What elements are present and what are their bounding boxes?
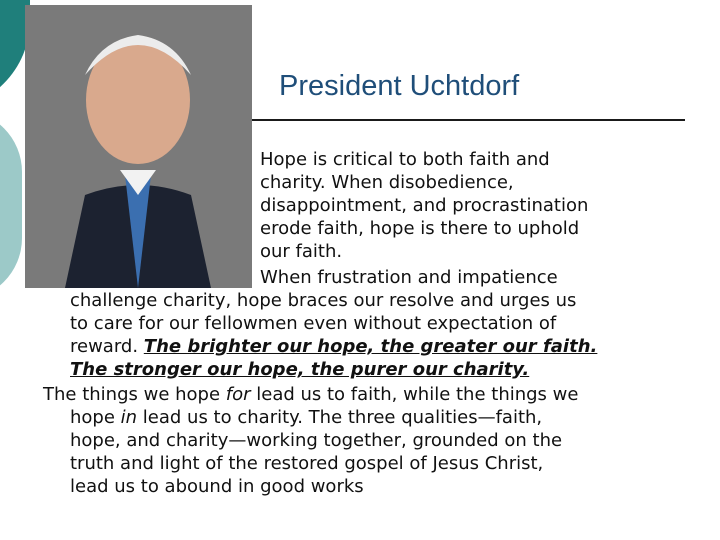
- body-line-emphasis: [70, 358, 529, 381]
- slide-title: President Uchtdorf: [279, 70, 520, 102]
- para2-for: for: [225, 384, 251, 405]
- para2-text-c: hope: [70, 407, 121, 428]
- body-line: erode faith, hope is there to uphold: [260, 218, 580, 239]
- para2-line-1: [43, 383, 578, 406]
- body-line: charity. When disobedience,: [260, 172, 514, 193]
- para2-line: truth and light of the restored gospel of Jesus Christ,: [70, 453, 544, 474]
- body-line: Hope is critical to both faith and: [260, 149, 550, 170]
- emphasis-faith: The brighter our hope, the greater our faith.: [143, 336, 598, 357]
- para2-in: in: [120, 407, 138, 428]
- para2-text-a: The things we hope: [43, 384, 226, 405]
- title-divider: [252, 119, 685, 121]
- para2-line: lead us to abound in good works: [70, 476, 364, 497]
- body-line: challenge charity, hope braces our resolve and urges us: [70, 290, 577, 311]
- para2-text-b: lead us to faith, while the things we: [250, 384, 579, 405]
- body-line: When frustration and impatience: [260, 267, 558, 288]
- para2-text-d: lead us to charity. The three qualities—faith,: [137, 407, 543, 428]
- portrait-photo: [25, 5, 252, 288]
- para2-line: hope, and charity—working together, grounded on the: [70, 430, 563, 451]
- decorative-light-teal-shape: [0, 110, 22, 300]
- body-line: disappointment, and procrastination: [260, 195, 589, 216]
- body-line-reward: [70, 335, 597, 358]
- body-line: our faith.: [260, 241, 343, 262]
- reward-prefix: reward.: [70, 336, 139, 357]
- body-line: to care for our fellowmen even without expectation of: [70, 313, 557, 334]
- emphasis-charity: The stronger our hope, the purer our charity.: [70, 359, 530, 380]
- para2-line-2: [70, 406, 542, 429]
